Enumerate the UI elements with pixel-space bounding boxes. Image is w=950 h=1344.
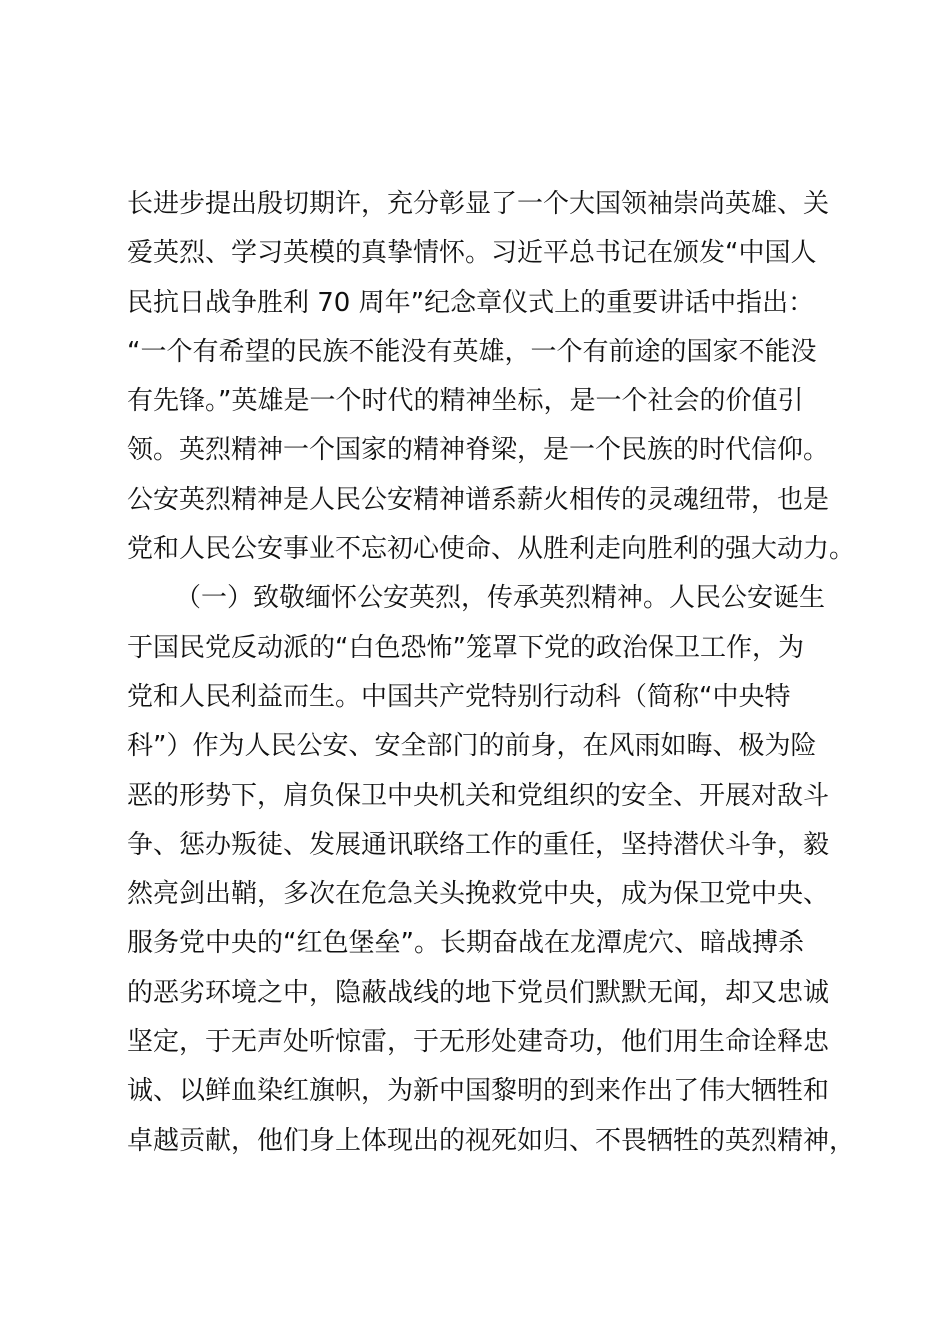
- text-line-9: （一）致敬缅怀公安英烈，传承英烈精神。人民公安诞生: [175, 583, 826, 614]
- text-line-17: 的恶劣环境之中，隐蔽战线的地下党员们默默无闻，却又忠诚: [127, 977, 830, 1008]
- text-line-13: 恶的形势下，肩负保卫中央机关和党组织的安全、开展对敌斗: [127, 780, 830, 811]
- text-line-5: 有先锋。”英雄是一个时代的精神坐标，是一个社会的价值引: [127, 386, 804, 417]
- text-line-10: 于国民党反动派的“白色恐怖”笼罩下党的政治保卫工作，为: [127, 632, 804, 663]
- text-line-18: 坚定，于无声处听惊雷，于无形处建奇功，他们用生命诠释忠: [127, 1027, 830, 1058]
- text-line-3: 民抗日战争胜利 70 周年”纪念章仪式上的重要讲话中指出：: [127, 287, 815, 318]
- text-line-4: “一个有希望的民族不能没有英雄，一个有前途的国家不能没: [127, 336, 817, 367]
- body-text: [127, 180, 856, 1166]
- text-line-12: 科”）作为人民公安、安全部门的前身，在风雨如晦、极为险: [127, 731, 817, 762]
- text-line-11: 党和人民利益而生。中国共产党特别行动科（简称“中央特: [127, 681, 791, 712]
- text-line-7: 公安英烈精神是人民公安精神谱系薪火相传的灵魂纽带，也是: [127, 484, 830, 515]
- text-line-20: 卓越贡献，他们身上体现出的视死如归、不畏牺牲的英烈精神，: [127, 1125, 856, 1156]
- text-line-14: 争、惩办叛徒、发展通讯联络工作的重任，坚持潜伏斗争，毅: [127, 829, 830, 860]
- text-line-8: 党和人民公安事业不忘初心使命、从胜利走向胜利的强大动力。: [127, 534, 856, 565]
- text-line-1: 长进步提出殷切期许，充分彰显了一个大国领袖崇尚英雄、关: [127, 189, 830, 219]
- text-line-16: 服务党中央的“红色堡垒”。长期奋战在龙潭虎穴、暗战搏杀: [127, 928, 804, 959]
- text-line-6: 领。英烈精神一个国家的精神脊梁，是一个民族的时代信仰。: [127, 435, 830, 466]
- text-line-15: 然亮剑出鞘，多次在危急关头挽救党中央，成为保卫党中央、: [127, 879, 830, 910]
- text-line-19: 诚、以鲜血染红旗帜，为新中国黎明的到来作出了伟大牺牲和: [127, 1076, 830, 1107]
- text-line-2: 爱英烈、学习英模的真挚情怀。习近平总书记在颁发“中国人: [127, 238, 817, 269]
